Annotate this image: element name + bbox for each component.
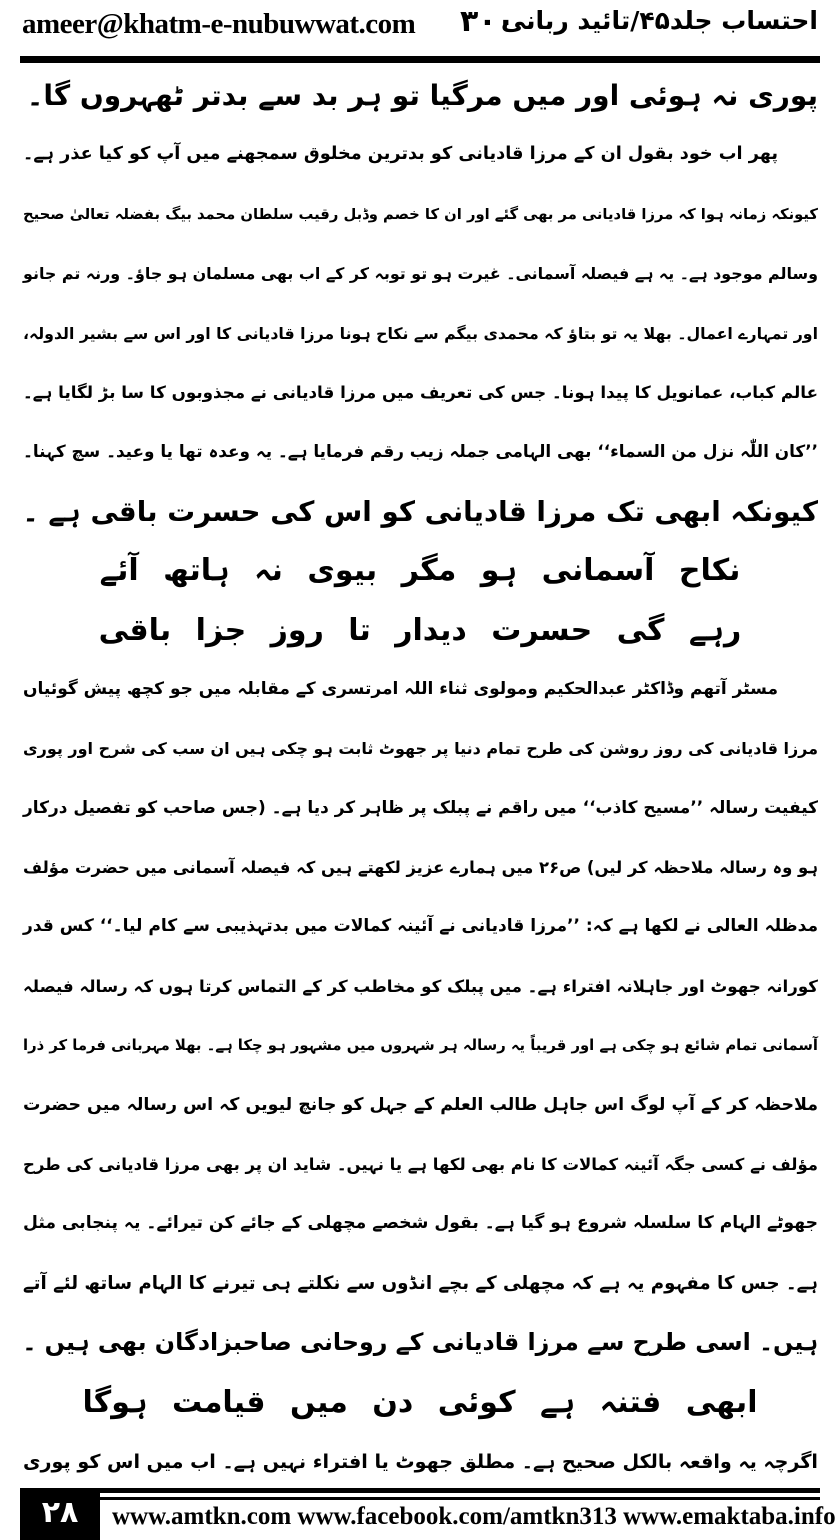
verse-line — [22, 601, 818, 660]
text-line — [22, 1254, 818, 1313]
text-line — [22, 1194, 818, 1253]
line-text: نکاح آسمانی ہو مگر بیوی نہ ہاتھ آئے — [99, 553, 741, 589]
text-line — [22, 1016, 818, 1075]
text-line — [22, 1313, 818, 1372]
line-text: آسمانی تمام شائع ہو چکی ہے اور قریباً یہ رسالہ ہر شہروں میں مشہور ہو چکا ہے۔ بھلا مہربانی فرما کر ذرا — [23, 1037, 818, 1055]
text-line — [22, 838, 818, 897]
line-text: مؤلف نے کسی جگہ آئینہ کمالات کا نام بھی لکھا ہے یا نہیں۔ شاید ان پر بھی مرزا قادیانی کی طرح — [23, 1155, 818, 1175]
line-text: ہیں۔ اسی طرح سے مرزا قادیانی کے روحانی صاحبزادگان بھی ہیں ۔ — [22, 1328, 818, 1357]
line-text: پوری نہ ہوئی اور میں مرگیا تو ہر بد سے بدتر ٹھہروں گا۔ — [26, 79, 818, 112]
footer-urls: www.amtkn.com www.facebook.com/amtkn313 www.emaktaba.info — [112, 1503, 836, 1530]
text-line — [22, 1135, 818, 1194]
line-text: کیونکہ زمانہ ہوا کہ مرزا قادیانی مر بھی گئے اور ان کا خصم وڈبل رقیب سلطان محمد بیگ بفضلہ تعالیٰ صحیح — [23, 205, 818, 223]
header-book-title: احتساب جلد۴۵/تائید ربانی — [500, 6, 818, 35]
text-line — [22, 660, 818, 719]
verse-line — [22, 1373, 818, 1432]
line-text: ملاحظہ کر کے آپ لوگ اس جاہل طالب العلم کے جہل کو جانچ لیویں کہ اس رسالہ میں حضرت — [23, 1094, 818, 1115]
text-line — [22, 897, 818, 956]
text-line — [22, 719, 818, 778]
line-text: ہے۔ جس کا مفہوم یہ ہے کہ مچھلی کے بچے انڈوں سے نکلتے ہی تیرنے کا الہام ساتھ لئے آتے — [23, 1272, 818, 1294]
footer-page-number: ۲۸ — [20, 1488, 100, 1540]
text-line — [22, 1076, 818, 1135]
text-line — [22, 957, 818, 1016]
line-text: پھر اب خود بقول ان کے مرزا قادیانی کو بدترین مخلوق سمجھنے میں آپ کو کیا عذر ہے۔ — [23, 144, 778, 165]
line-text: مسٹر آتھم وڈاکٹر عبدالحکیم ومولوی ثناء اللہ امرتسری کے مقابلہ میں جو کچھ پیش گوئیاں — [23, 678, 778, 699]
line-text: رہے گی حسرت دیدار تا روز جزا باقی — [98, 612, 742, 648]
line-text: مرزا قادیانی کی روز روشن کی طرح تمام دنیا پر جھوٹ ثابت ہو چکی ہیں ان سب کی شرح اور پوری — [23, 739, 818, 759]
line-text: وسالم موجود ہے۔ یہ ہے فیصلہ آسمانی۔ غیرت ہو تو توبہ کر کے اب بھی مسلمان ہو جاؤ۔ ورنہ تم جانو — [23, 264, 818, 284]
line-text: ’’کان اللّٰہ نزل من السماء‘‘ بھی الہامی جملہ زیب رقم فرمایا ہے۔ یہ وعدہ تھا یا وعید۔ سچ کہنا۔ — [23, 441, 818, 462]
line-text: اگرچہ یہ واقعہ بالکل صحیح ہے۔ مطلق جھوٹ یا افتراء نہیں ہے۔ اب میں اس کو پوری — [23, 1449, 818, 1473]
text-line — [22, 125, 818, 184]
line-text: جھوٹے الہام کا سلسلہ شروع ہو گیا ہے۔ بقول شخصے مچھلی کے جائے کن تیرائے۔ یہ پنجابی مثل — [23, 1213, 818, 1234]
line-text: کورانہ جھوٹ اور جاہلانہ افتراء ہے۔ میں پبلک کو مخاطب کر کے التماس کرتا ہوں کہ رسالہ فیصلہ — [23, 976, 818, 996]
text-line — [22, 363, 818, 422]
text-line — [22, 482, 818, 541]
line-text: عالم کباب، عمانویل کا پیدا ہونا۔ جس کی تعریف میں مرزا قادیانی نے مجذوبوں کا سا بڑ لگایا ہے۔ — [23, 381, 818, 402]
text-line — [22, 66, 818, 125]
text-line — [22, 779, 818, 838]
text-line — [22, 1432, 818, 1491]
text-line — [22, 304, 818, 363]
line-text: کیونکہ ابھی تک مرزا قادیانی کو اس کی حسرت باقی ہے ۔ — [22, 494, 818, 528]
line-text: ابھی فتنہ ہے کوئی دن میں قیامت ہوگا — [82, 1384, 758, 1420]
line-text: کیفیت رسالہ ’’مسیح کاذب‘‘ میں راقم نے پبلک پر ظاہر کر دیا ہے۔ (جس صاحب کو تفصیل درکار — [23, 797, 818, 818]
text-line — [22, 244, 818, 303]
text-line — [22, 185, 818, 244]
footer-divider — [100, 1488, 820, 1493]
footer-divider-thin — [100, 1497, 820, 1500]
header-email: ameer@khatm-e-nubuwwat.com — [22, 8, 416, 40]
line-text: ہو وہ رسالہ ملاحظہ کر لیں) ص۲۶ میں ہمارے عزیز لکھتے ہیں کہ فیصلہ آسمانی میں حضرت مؤلف — [23, 858, 818, 878]
page-body-text — [22, 66, 818, 1491]
line-text: اور تمہارے اعمال۔ بھلا یہ تو بتاؤ کہ محمدی بیگم سے نکاح ہونا مرزا قادیانی کا اور اس سے بشیر الدولہ، — [23, 323, 818, 343]
verse-line — [22, 541, 818, 600]
header-divider — [20, 56, 820, 63]
text-line — [22, 422, 818, 481]
header-page-number: ۳۰۰ — [460, 4, 515, 39]
line-text: مدظلہ العالی نے لکھا ہے کہ: ’’مرزا قادیانی نے آئینہ کمالات میں بدتہذیبی سے کام لیا۔‘‘ کس قدر — [23, 916, 818, 937]
